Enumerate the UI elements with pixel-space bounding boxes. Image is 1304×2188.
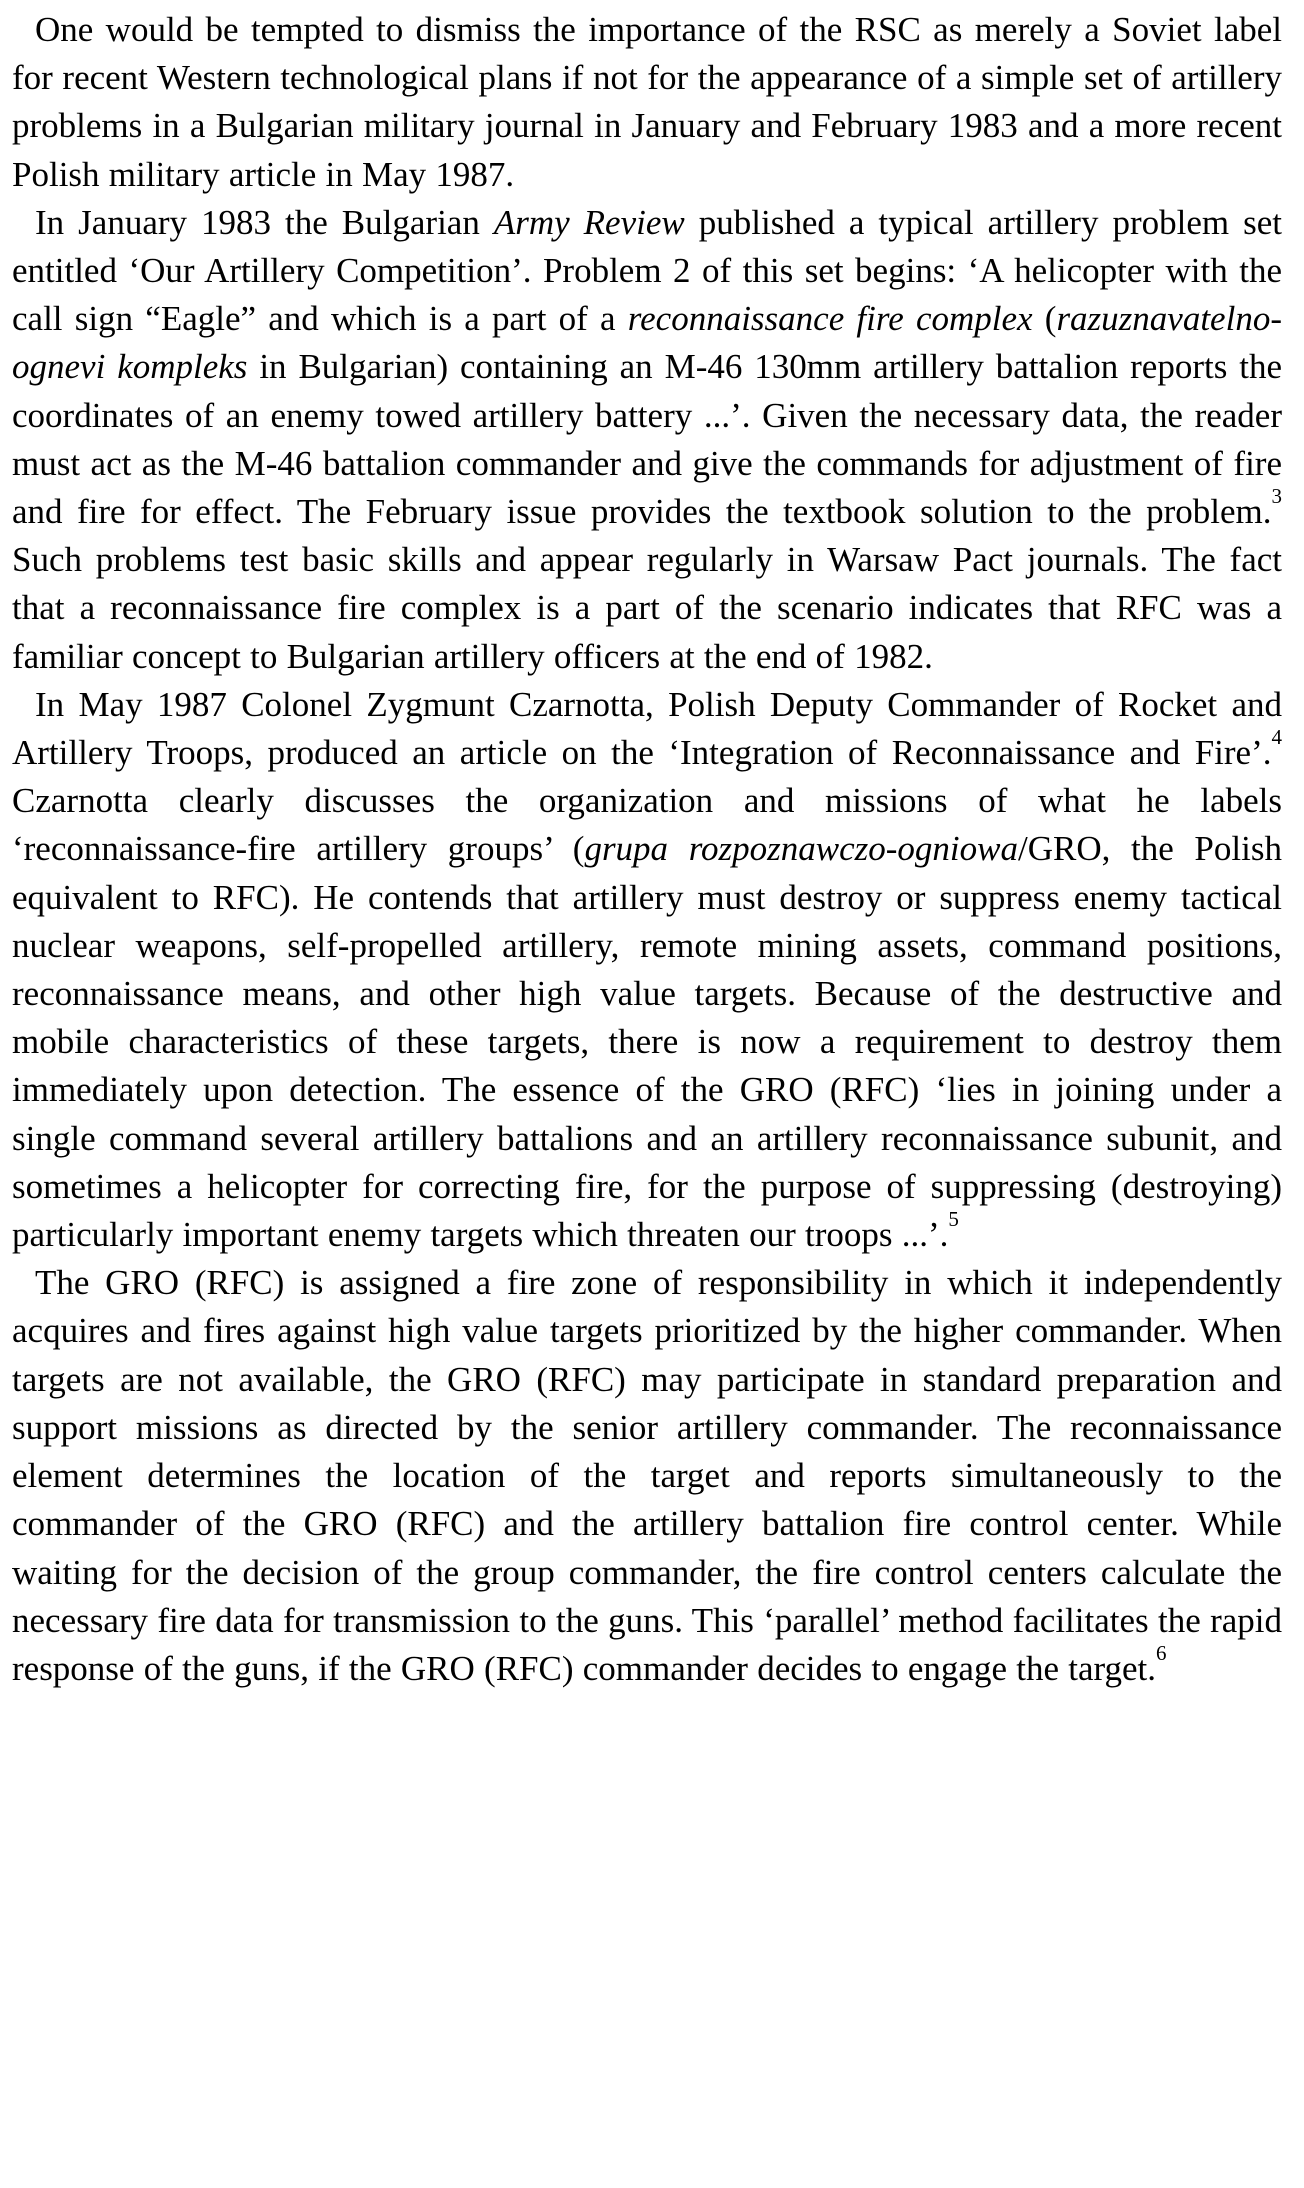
text-run: Czarnotta clearly discusses the organization and missions of what he labels ‘reconnaissance-fire artillery groups’ (	[12, 781, 1282, 869]
footnote-marker: 3	[1271, 484, 1282, 509]
italic-term: razuznavatelno-ognevi kompleks	[12, 299, 1282, 387]
paragraph-1	[12, 6, 1282, 199]
italic-term: Army Review	[493, 202, 685, 242]
text-run: One would be tempted to dismiss the importance of the RSC as merely a Soviet label for recent Western technological plans if not for the appearance of a simple set of artillery problems in a Bulgarian military journal in January and February 1983 and a more recent Polish military article in May 1987.	[12, 10, 1282, 194]
text-run: The GRO (RFC) is assigned a fire zone of responsibility in which it independently acquires and fires against high value targets prioritized by the higher commander. When targets are not available, the GRO (RFC) may participate in standard preparation and support missions as directed by the senior artillery commander. The reconnaissance element determines the location of the target and reports simultaneously to the commander of the GRO (RFC) and the artillery battalion fire control center. While waiting for the decision of the group commander, the fire control centers calculate the necessary fire data for transmission to the guns. This ‘parallel’ method facilitates the rapid response of the guns, if the GRO (RFC) commander decides to engage the target.	[12, 1263, 1282, 1688]
text-run: In May 1987 Colonel Zygmunt Czarnotta, Polish Deputy Commander of Rocket and Artillery Troops, produced an article on the ‘Integration of Reconnaissance and Fire’.	[12, 684, 1282, 773]
text-run: published a typical artillery problem set entitled ‘Our Artillery Competition’. Problem 2 of this set begins: ‘A helicopter with the call sign “Eagle” and which is a part of a	[12, 202, 1282, 339]
text-run: (	[1032, 299, 1057, 339]
text-run: Such problems test basic skills and appear regularly in Warsaw Pact journals. The fact that a reconnaissance fire complex is a part of the scenario indicates that RFC was a familiar concept to Bulgarian artillery officers at the end of 1982.	[12, 540, 1282, 676]
paragraph-2	[12, 199, 1282, 681]
italic-term: reconnaissance fire complex	[627, 299, 1033, 339]
document-page	[12, 6, 1282, 1693]
footnote-marker: 5	[948, 1207, 959, 1232]
paragraph-3	[12, 681, 1282, 1259]
text-run: in Bulgarian) containing an M-46 130mm artillery battalion reports the coordinates of an enemy towed artillery battery ...’. Given the necessary data, the reader must act as the M-46 battalion commander and give the commands for adjustment of fire and fire for effect. The February issue provides the textbook solution to the problem.	[12, 347, 1282, 532]
italic-term: grupa rozpoznawczo-ogniowa	[584, 829, 1018, 869]
text-run: In January 1983 the Bulgarian	[35, 202, 494, 242]
text-run: /GRO, the Polish equivalent to RFC). He contends that artillery must destroy or suppress enemy tactical nuclear weapons, self-propelled artillery, remote mining assets, command positions, reconnaissance means, and other high value targets. Because of the destructive and mobile characteristics of these targets, there is now a requirement to destroy them immediately upon detection. The essence of the GRO (RFC) ‘lies in joining under a single command several artillery battalions and an artillery reconnaissance subunit, and sometimes a helicopter for correcting fire, for the purpose of suppressing (destroying) particularly important enemy targets which threaten our troops ...’.	[12, 829, 1282, 1255]
footnote-marker: 4	[1271, 725, 1282, 750]
footnote-marker: 6	[1156, 1640, 1167, 1665]
paragraph-4	[12, 1259, 1282, 1693]
